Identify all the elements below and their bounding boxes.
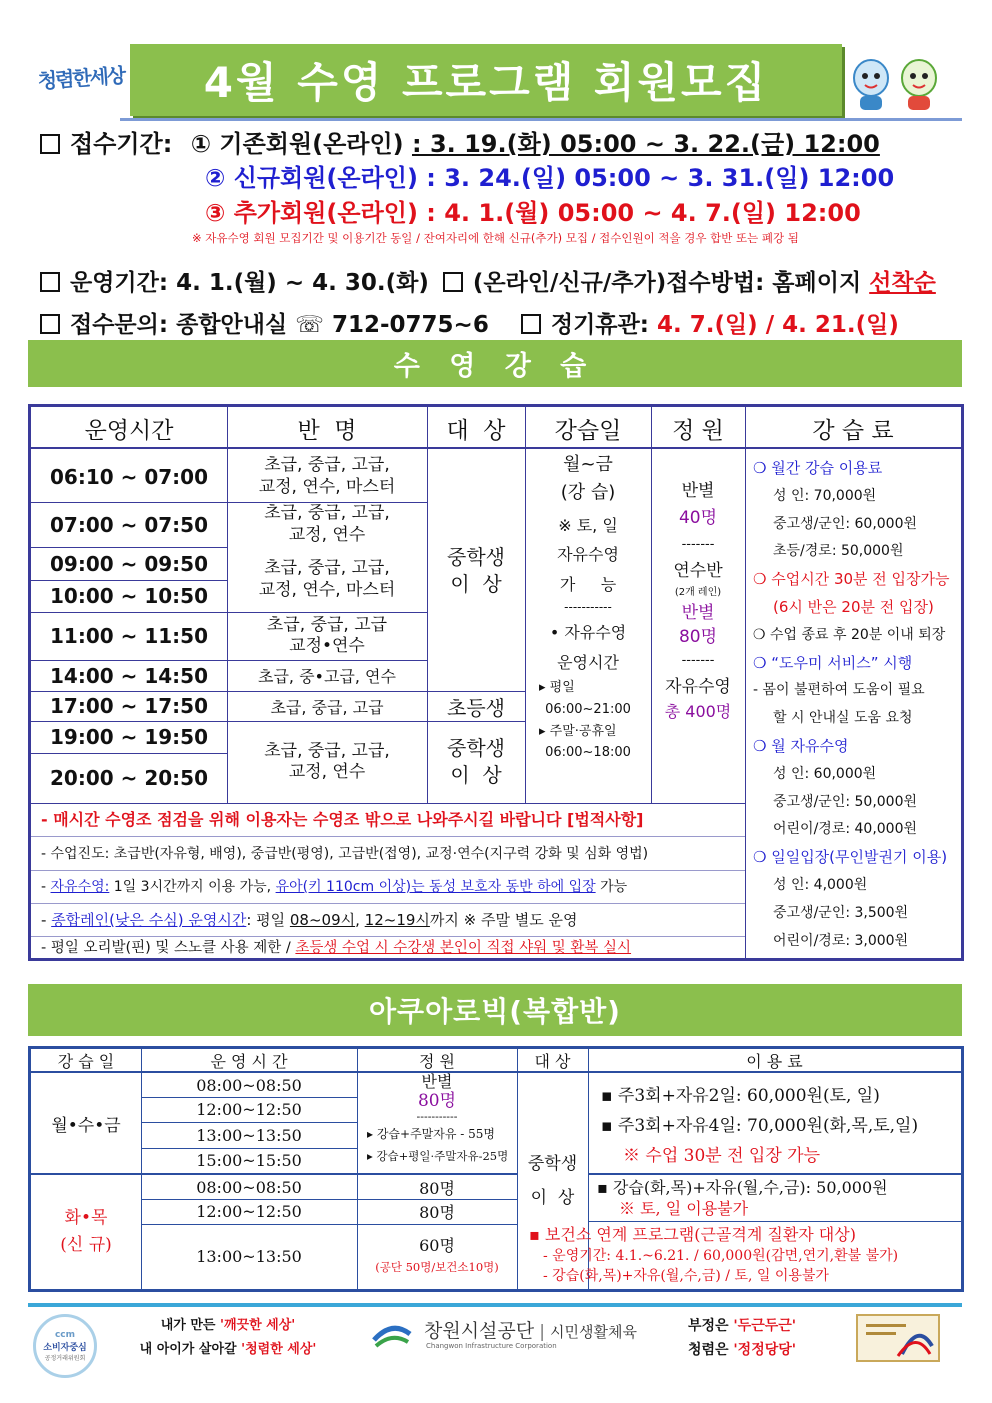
weekend-hours: 06:00~18:00 — [545, 745, 631, 761]
aqua-time-slot: 08:00~08:50 — [196, 1075, 302, 1095]
note-lane — [41, 905, 741, 935]
class-names: 초급, 중급, 고급, 교정, 연수 — [264, 740, 390, 782]
time-slot: 17:00 ~ 17:50 — [49, 694, 208, 718]
class-names: 초급, 중급, 고급, 교정, 연수, 마스터 — [258, 455, 396, 497]
time-slot: 11:00 ~ 11:50 — [49, 624, 208, 648]
ccm-main: 소비자중심 — [43, 1343, 87, 1353]
capacity-divider: ------- — [681, 537, 715, 553]
time-slot: 14:00 ~ 14:50 — [49, 663, 208, 688]
aqua-time-slot: 13:00~13:50 — [196, 1125, 302, 1145]
registration-num: ① — [190, 130, 212, 158]
col-header-class: 반 명 — [297, 417, 357, 444]
footer-divider — [28, 1303, 962, 1307]
fee-line: 성 인: 70,000원 — [773, 487, 877, 504]
aqua-capacity: 60명 — [419, 1236, 455, 1255]
checkbox-square — [40, 272, 60, 292]
capacity-advanced-num: 80명 — [678, 626, 718, 647]
inquiry-place: 종합안내실 — [176, 312, 288, 338]
time-slot: 10:00 ~ 10:50 — [49, 584, 208, 608]
ccm-top: ccm — [54, 1330, 76, 1340]
col-header-time: 운영시간 — [84, 417, 174, 444]
note-fin-child: 초등생 수업 시 수강생 본인이 직접 샤워 및 환복 실시 — [295, 940, 632, 956]
registration-name: 기존회원(온라인) — [219, 130, 404, 158]
class-names: 초급, 중급, 고급 — [270, 697, 384, 717]
aqua-header-target: 대 상 — [534, 1051, 571, 1071]
note-lane-text: : 평일 — [246, 911, 290, 929]
swim-section-title: 수 영 강 습 — [28, 340, 962, 387]
capacity-divider: ------- — [681, 653, 715, 669]
registration-row-3 — [205, 193, 861, 228]
aqua-capacity: 80명 — [419, 1203, 455, 1222]
weekday-label: ▸ 평일 — [539, 680, 575, 696]
closed-days: 4. 7.(일) / 4. 21.(일) — [656, 312, 899, 338]
col-header-target: 대 상 — [446, 417, 506, 444]
time-slot: 06:10 ~ 07:00 — [49, 464, 208, 489]
note-free-swim-text: 1일 3시간까지 이용 가능, — [109, 879, 276, 895]
aqua-cap-note: ▸ 강습+평일·주말자유-25명 — [367, 1149, 509, 1163]
capacity-lanes: (2개 레인) — [674, 586, 722, 598]
free-hours-label: • 자유수영 운영시간 — [549, 622, 627, 672]
aqua-health-program — [523, 1224, 961, 1286]
slogan-highlight: '깨끗한 세상' — [220, 1318, 296, 1333]
note-lane-hours2: 12~19시 — [364, 911, 430, 929]
registration-label: 접수기간: — [70, 130, 173, 158]
aqua-time-slot: 13:00~13:50 — [196, 1247, 302, 1266]
aqua-section-title: 아쿠아로빅(복합반) — [28, 984, 962, 1036]
capacity-info — [651, 477, 745, 723]
fee-line: ❍ 수업 종료 후 20분 이내 퇴장 — [753, 626, 946, 643]
note-lane-comma: , — [355, 911, 365, 929]
aqua-fee-line: ▪ 강습(화,목)+자유(월,수,금): 50,000원 — [597, 1178, 888, 1197]
swim-table — [28, 404, 964, 961]
aqua-fee-note: ※ 수업 30분 전 입장 가능 — [623, 1146, 821, 1166]
fee-line: 성 인: 4,000원 — [773, 876, 868, 893]
target-group: 중학생 이 상 — [447, 736, 505, 787]
aqua-time-slot: 12:00~12:50 — [196, 1100, 302, 1119]
logo-text: 청렴한세상 — [36, 63, 126, 94]
slogan-highlight: '두근두근' — [733, 1318, 797, 1334]
org-divider: | — [539, 1322, 545, 1342]
aqua-header-capacity: 정 원 — [419, 1051, 455, 1071]
aqua-header-time: 운 영 시 간 — [210, 1051, 288, 1071]
lesson-days — [525, 451, 651, 803]
phone-icon: ☏ — [295, 312, 324, 338]
time-slot: 09:00 ~ 09:50 — [49, 551, 208, 576]
org-logo-icon — [370, 1316, 414, 1356]
fee-line: - 몸이 불편하여 도움이 필요 — [753, 682, 925, 699]
registration-num: ③ — [205, 199, 226, 227]
checkbox-square — [40, 134, 60, 154]
aqua-time-slot: 12:00~12:50 — [196, 1202, 302, 1221]
note-free-swim — [41, 872, 741, 902]
aqua-cap-note: (공단 50명/보건소10명) — [375, 1260, 499, 1274]
fee-line: 어린이/경로: 3,000원 — [773, 932, 909, 949]
org-name — [424, 1316, 637, 1343]
capacity-per-class: 반별 — [681, 481, 715, 501]
col-header-fee: 강 습 료 — [812, 417, 894, 444]
registration-period: : 3. 19.(화) 05:00 ~ 3. 22.(금) 12:00 — [411, 130, 880, 158]
aqua-cap-note: ▸ 강습+주말자유 - 55명 — [367, 1127, 495, 1141]
ccm-sub: 공정거래위원회 — [44, 1355, 86, 1362]
registration-name: 추가회원(온라인) — [233, 199, 418, 227]
time-slot: 07:00 ~ 07:50 — [49, 512, 208, 537]
checkbox-square — [443, 272, 463, 292]
fee-line: ❍ 월간 강습 이용료 — [753, 459, 883, 477]
method-value: 홈페이지 — [772, 270, 862, 296]
slogan-text: 내가 만든 — [160, 1318, 220, 1333]
note-pool-check — [41, 805, 741, 835]
aqua-capacity-mwf — [357, 1073, 517, 1167]
days-free: ※ 토, 일 자유수영 가 능 — [557, 515, 619, 594]
fee-line: 어린이/경로: 40,000원 — [773, 821, 918, 838]
registration-period: : 4. 1.(월) 05:00 ~ 4. 7.(일) 12:00 — [426, 199, 861, 227]
days-divider: ----------- — [564, 599, 612, 614]
note-progress: - 수업진도: 초급반(자유형, 배영), 중급반(평영), 고급반(접영), 교정·연수(지구력 강화 및 심화 영법) — [41, 846, 649, 862]
fee-line: 중고생/군인: 50,000원 — [773, 793, 918, 810]
fee-line: ❍ 월 자유수영 — [753, 736, 849, 755]
inquiry-label: 접수문의: — [70, 312, 169, 338]
aqua-cap-divider: ----------- — [416, 1110, 458, 1123]
footer-right-slogan — [672, 1314, 812, 1362]
note-free-swim-child: 유아(키 110cm 이상)는 동성 보호자 동반 하에 입장 — [275, 879, 596, 895]
slogan-highlight: '청렴한 세상' — [241, 1342, 317, 1357]
registration-row-1 — [40, 124, 880, 159]
note-fin-text: - 평일 오리발(핀) 및 스노클 사용 제한 / — [41, 940, 296, 956]
aqua-fee-line: ▪ 주3회+자유2일: 60,000원(토, 일) — [601, 1086, 880, 1106]
org-sub: 시민생활체육 — [550, 1323, 637, 1341]
target-group: 초등생 — [447, 695, 505, 720]
aqua-health-title: ▪ 보건소 연계 프로그램(근골격계 질환자 대상) — [529, 1225, 856, 1244]
org-name-ko: 창원시설공단 — [424, 1320, 535, 1342]
aqua-fee-tt — [597, 1177, 961, 1219]
days-main: 월~금 (강 습) — [560, 454, 616, 503]
slogan-text: 부정은 — [687, 1318, 734, 1334]
ccm-logo — [33, 1314, 97, 1378]
fee-line: ❍ “도우미 서비스” 시행 — [753, 653, 913, 672]
mascot-icon — [848, 56, 894, 112]
aqua-cap-label: 반별 — [421, 1072, 453, 1091]
method-label: (온라인/신규/추가)접수방법: — [472, 270, 765, 296]
cleanness-logo — [37, 59, 130, 105]
capacity-advanced: 연수반 — [673, 560, 723, 581]
registration-row-2 — [205, 158, 894, 193]
aqua-target: 중학생 이 상 — [527, 1154, 578, 1208]
aqua-fee-line: ▪ 주3회+자유4일: 70,000원(화,목,토,일) — [601, 1116, 919, 1136]
aqua-header-fee: 이 용 료 — [746, 1051, 803, 1071]
aqua-time-slot: 15:00~15:50 — [196, 1151, 302, 1170]
registration-note: ※ 자유수영 회원 모집기간 및 이용기간 동일 / 잔여자리에 한해 신규(추가) 모집 / 접수인원이 적을 경우 합반 또는 폐강 됨 — [192, 231, 799, 245]
aqua-fee-mwf — [601, 1081, 961, 1171]
note-lane-dash: - — [41, 911, 52, 929]
aqua-header-day: 강 습 일 — [57, 1051, 115, 1071]
closed-label: 정기휴관: — [550, 312, 649, 338]
class-names: 초급, 중•고급, 연수 — [258, 667, 396, 686]
operation-label: 운영기간: — [70, 270, 169, 296]
footer-slogan — [118, 1314, 338, 1362]
header-divider — [120, 118, 962, 121]
aqua-health-note: - 강습(화,목)+자유(월,수,금) / 토, 일 이용불가 — [543, 1268, 829, 1284]
target-group: 중학생 이 상 — [447, 545, 505, 596]
org-name-en: Changwon Infrastructure Corporation — [426, 1342, 557, 1350]
operation-period: 4. 1.(월) ~ 4. 30.(화) — [176, 270, 429, 296]
fee-line: ❍ 수업시간 30분 전 입장가능 — [753, 570, 950, 589]
fee-line: (6시 반은 20분 전 입장) — [773, 597, 934, 616]
aqua-table — [28, 1046, 964, 1292]
weekday-hours: 06:00~21:00 — [545, 702, 631, 718]
note-free-swim-label: 자유수영: — [50, 879, 110, 895]
operation-row — [40, 264, 936, 297]
aqua-capacity: 80명 — [419, 1178, 455, 1198]
capacity-advanced-per: 반별 — [681, 602, 715, 623]
checkbox-square — [40, 314, 60, 334]
capacity-free-total: 총 400명 — [664, 702, 732, 722]
class-names: 초급, 중급, 고급, 교정, 연수, 마스터 — [258, 558, 396, 600]
aqua-capacity-tt — [357, 1235, 517, 1277]
certificate-icon — [856, 1314, 940, 1362]
aqua-day-mwf: 월•수•금 — [51, 1115, 121, 1136]
slogan-text: 청렴은 — [687, 1342, 734, 1358]
time-slot: 19:00 ~ 19:50 — [49, 725, 208, 749]
col-header-days: 강습일 — [554, 417, 622, 444]
method-highlight: 선착순 — [869, 270, 936, 296]
note-free-swim-end: 가능 — [595, 879, 628, 895]
note-lane-label: 종합레인(낮은 수심) 운영시간 — [51, 911, 247, 929]
slogan-text: 내 아이가 살아갈 — [139, 1342, 242, 1357]
aqua-fee-note: ※ 토, 일 이용불가 — [619, 1199, 749, 1218]
slogan-highlight: '정정당당' — [733, 1342, 797, 1358]
inquiry-row — [40, 306, 899, 339]
mascot-icon — [896, 56, 942, 112]
class-names: 초급, 중급, 고급 교정•연수 — [266, 614, 388, 656]
registration-num: ② — [205, 164, 226, 192]
note-free-swim-dash: - — [41, 879, 51, 895]
aqua-day-tt: 화•목 (신 규) — [60, 1207, 112, 1255]
note-fin — [41, 937, 741, 959]
note-lane-end: 까지 ※ 주말 별도 운영 — [429, 911, 578, 929]
aqua-health-period: - 운영기간: 4.1.~6.21. / 60,000원(감면,연기,환불 불가) — [543, 1248, 899, 1264]
inquiry-phone: 712-0775~6 — [331, 312, 489, 338]
col-header-capacity: 정 원 — [672, 417, 724, 444]
fee-info — [753, 455, 961, 955]
class-names: 초급, 중급, 고급, 교정, 연수 — [264, 503, 390, 545]
aqua-time-slot: 08:00~08:50 — [196, 1177, 302, 1197]
time-slot: 20:00 ~ 20:50 — [49, 766, 208, 790]
registration-name: 신규회원(온라인) — [233, 164, 418, 192]
fee-line: 중고생/군인: 60,000원 — [773, 515, 918, 532]
fee-line: ❍ 일일입장(무인발권기 이용) — [753, 848, 948, 867]
fee-line: 할 시 안내실 도움 요청 — [773, 710, 913, 727]
capacity-free: 자유수영 — [665, 676, 731, 697]
fee-line: 성 인: 60,000원 — [773, 765, 877, 782]
aqua-cap-num: 80명 — [417, 1091, 457, 1111]
registration-period: : 3. 24.(일) 05:00 ~ 3. 31.(일) 12:00 — [426, 164, 895, 192]
weekend-label: ▸ 주말·공휴일 — [539, 724, 617, 740]
checkbox-square — [521, 314, 541, 334]
page-title: 4월 수영 프로그램 회원모집 — [130, 44, 842, 116]
fee-line: 초등/경로: 50,000원 — [773, 543, 904, 560]
capacity-per-class-num: 40명 — [678, 507, 718, 528]
fee-line: 중고생/군인: 3,500원 — [773, 904, 909, 921]
note-pool-check-text: - 매시간 수영조 점검을 위해 이용자는 수영조 밖으로 나와주시길 바랍니다 [법적사항] — [41, 810, 644, 829]
note-lane-hours1: 08~09시 — [289, 911, 356, 929]
